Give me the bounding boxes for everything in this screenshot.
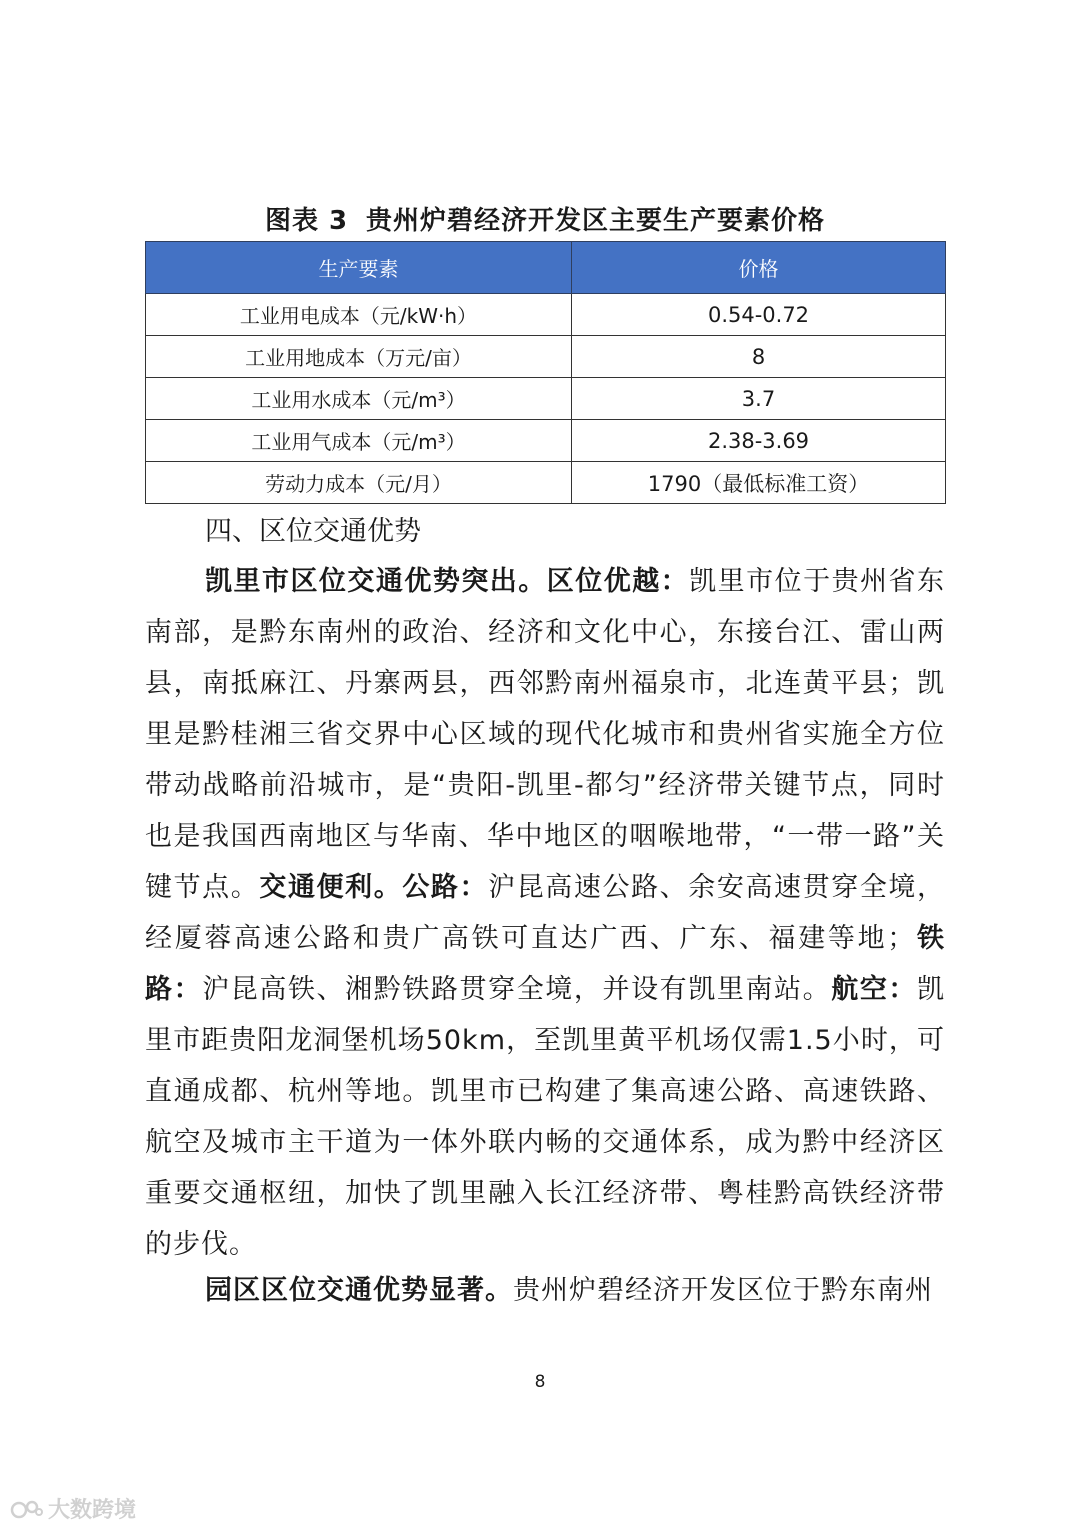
factor-cell: 工业用气成本（元/m³） — [146, 420, 572, 462]
price-table — [145, 241, 946, 504]
price-cell: 8 — [572, 336, 946, 378]
page-number: 8 — [534, 1372, 546, 1392]
body-text: 沪昆高速公路、余安高速贯穿全境，经厦蓉高速公路和贵广高铁可直达广西、广东、福建等地； — [145, 872, 946, 954]
caption-title: 贵州炉碧经济开发区主要生产要素价格 — [366, 206, 826, 236]
table-header-row — [146, 242, 946, 294]
watermark-text: 大数跨境 — [48, 1498, 137, 1523]
section-heading: 四、区位交通优势 — [205, 516, 421, 547]
bold-lead: 凯里市区位交通优势突出。区位优越： — [205, 566, 690, 597]
paragraph-location-transport — [145, 556, 945, 1270]
table-row — [146, 294, 946, 336]
caption-number: 3 — [328, 206, 349, 236]
body-text: 凯里市距贵阳龙洞堡机场50km，至凯里黄平机场仅需1.5小时，可直通成都、杭州等地。凯里市已构建了集高速公路、高速铁路、航空及城市主干道为一体外联内畅的交通体系，成为黔中经济区重要交通枢纽，加快了凯里融入长江经济带、粤桂黔高铁经济带的步伐。 — [145, 974, 946, 1260]
factor-cell: 劳动力成本（元/月） — [146, 462, 572, 504]
factor-cell: 工业用电成本（元/kW·h） — [146, 294, 572, 336]
price-cell: 0.54-0.72 — [572, 294, 946, 336]
bold-lead: 铁路： — [145, 923, 946, 1005]
watermark — [10, 1493, 136, 1524]
table-caption — [145, 200, 945, 237]
bold-lead: 交通便利。公路： — [259, 872, 489, 903]
price-cell: 3.7 — [572, 378, 946, 420]
table-row — [146, 336, 946, 378]
body-text: 沪昆高铁、湘黔铁路贯穿全境，并设有凯里南站。 — [202, 974, 832, 1005]
factor-cell: 工业用水成本（元/m³） — [146, 378, 572, 420]
body-text: 贵州炉碧经济开发区位于黔东南州 — [513, 1275, 933, 1306]
table-row — [146, 462, 946, 504]
header-factor: 生产要素 — [146, 242, 572, 294]
header-price: 价格 — [572, 242, 946, 294]
caption-prefix: 图表 — [264, 206, 319, 236]
factor-cell: 工业用地成本（万元/亩） — [146, 336, 572, 378]
price-cell: 2.38-3.69 — [572, 420, 946, 462]
price-cell: 1790（最低标准工资） — [572, 462, 946, 504]
body-text: 凯里市位于贵州省东南部，是黔东南州的政治、经济和文化中心，东接台江、雷山两县，南抵麻江、丹寨两县，西邻黔南州福泉市，北连黄平县；凯里是黔桂湘三省交界中心区域的现代化城市和贵州省实施全方位带动战略前沿城市，是“贵阳-凯里-都匀”经济带关键节点，同时也是我国西南地区与华南、华中地区的咽喉地带，“一带一路”关键节点。 — [145, 566, 946, 903]
bold-lead: 航空： — [831, 974, 918, 1005]
watermark-logo-icon — [10, 1497, 44, 1521]
paragraph-park-transport — [145, 1265, 945, 1316]
table-row — [146, 420, 946, 462]
table-row — [146, 378, 946, 420]
bold-lead: 园区区位交通优势显著。 — [205, 1275, 513, 1306]
